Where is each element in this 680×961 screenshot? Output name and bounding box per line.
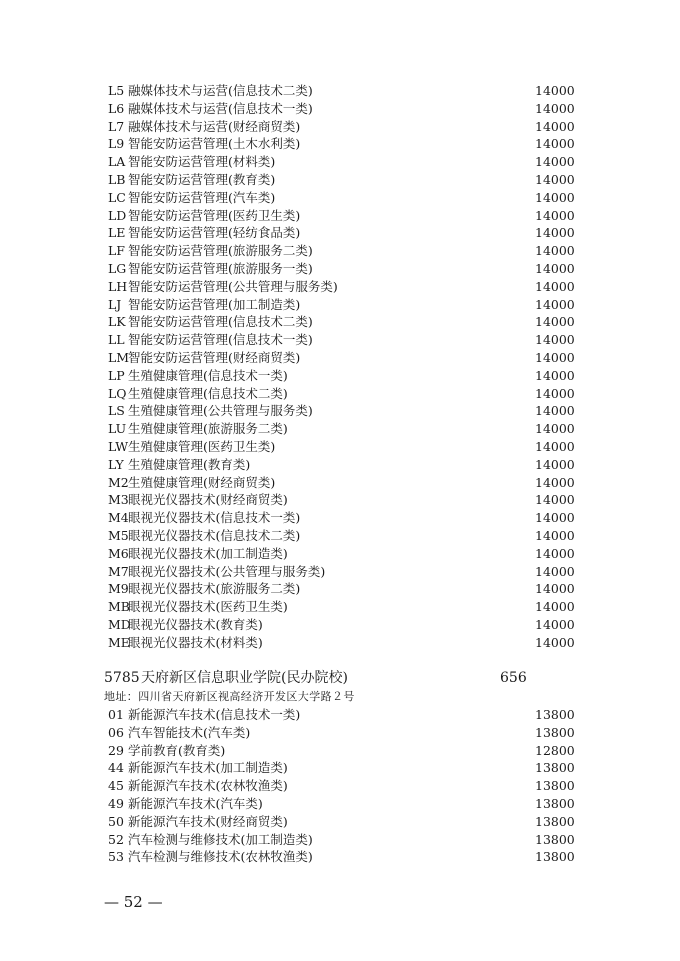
program-name: 眼视光仪器技术(教育类) (128, 617, 263, 632)
program-name: 眼视光仪器技术(加工制造类) (128, 545, 288, 561)
program-code: L7 (108, 118, 125, 134)
program-code: M3 (108, 492, 129, 508)
program-name: 智能安防运营管理(旅游服务一类) (128, 261, 313, 276)
program-code: LQ (108, 385, 127, 401)
tuition-fee: 14000 (535, 528, 575, 543)
tuition-fee: 13800 (535, 831, 575, 847)
program-name: 生殖健康管理(信息技术一类) (128, 367, 288, 383)
program-code: LE (108, 225, 126, 241)
program-name: 生殖健康管理(旅游服务二类) (128, 421, 288, 437)
program-code: M5 (108, 528, 129, 543)
program-name: 眼视光仪器技术(材料类) (128, 634, 263, 650)
program-name: 融媒体技术与运营(财经商贸类) (128, 118, 301, 134)
program-code: LH (108, 278, 128, 294)
program-name: 生殖健康管理(医药卫生类) (128, 439, 276, 454)
tuition-fee: 14000 (535, 456, 575, 472)
program-code: LP (108, 367, 125, 383)
program-name: 智能安防运营管理(土木水利类) (128, 136, 301, 152)
tuition-fee: 14000 (535, 421, 575, 437)
program-name: 新能源汽车技术(信息技术一类) (128, 707, 301, 722)
program-name: 智能安防运营管理(财经商贸类) (128, 350, 301, 365)
program-name: 融媒体技术与运营(信息技术二类) (128, 83, 313, 98)
program-code: ME (108, 634, 130, 650)
tuition-fee: 14000 (535, 599, 575, 615)
tuition-fee: 14000 (535, 314, 575, 330)
program-name: 智能安防运营管理(旅游服务二类) (128, 243, 313, 259)
school-total: 656 (500, 670, 527, 686)
program-name: 眼视光仪器技术(信息技术一类) (128, 510, 301, 526)
program-code: M4 (108, 510, 129, 526)
tuition-fee: 14000 (535, 243, 575, 259)
tuition-fee: 14000 (535, 332, 575, 348)
program-code: LY (108, 456, 124, 472)
program-code: L6 (108, 100, 125, 116)
program-code: LL (108, 332, 125, 348)
page-number: — 52 — (104, 893, 163, 911)
tuition-fee: 12800 (535, 742, 575, 758)
program-name: 新能源汽车技术(农林牧渔类) (128, 778, 288, 794)
program-name: 生殖健康管理(教育类) (128, 456, 251, 472)
tuition-fee: 14000 (535, 367, 575, 383)
school-address: 地址：四川省天府新区视高经济开发区大学路２号 (104, 690, 355, 703)
tuition-fee: 14000 (535, 510, 575, 526)
program-name: 眼视光仪器技术(医药卫生类) (128, 599, 288, 615)
program-name: 汽车检测与维修技术(农林牧渔类) (128, 849, 313, 865)
program-name: 学前教育(教育类) (128, 742, 226, 758)
program-code: LK (108, 314, 126, 330)
program-code: 06 (108, 724, 124, 740)
program-name: 眼视光仪器技术(信息技术二类) (128, 528, 301, 543)
program-name: 智能安防运营管理(信息技术二类) (128, 314, 313, 330)
program-name: 新能源汽车技术(汽车类) (128, 796, 263, 811)
program-name: 汽车智能技术(汽车类) (128, 724, 251, 740)
program-code: M9 (108, 581, 129, 597)
program-code: 49 (108, 796, 124, 811)
program-code: LG (108, 261, 127, 276)
program-name: 眼视光仪器技术(旅游服务二类) (128, 581, 301, 597)
program-code: LS (108, 403, 125, 419)
program-code: L9 (108, 136, 125, 152)
program-name: 生殖健康管理(公共管理与服务类) (128, 403, 313, 419)
program-name: 眼视光仪器技术(财经商贸类) (128, 492, 288, 508)
program-name: 智能安防运营管理(信息技术一类) (128, 332, 313, 348)
tuition-fee: 13800 (535, 813, 575, 829)
tuition-fee: 13800 (535, 796, 575, 811)
tuition-fee: 13800 (535, 849, 575, 865)
school-name: 天府新区信息职业学院(民办院校) (141, 670, 348, 686)
program-code: 01 (108, 707, 124, 722)
tuition-fee: 14000 (535, 136, 575, 152)
program-code: MD (108, 617, 131, 632)
tuition-fee: 13800 (535, 760, 575, 776)
tuition-fee: 13800 (535, 707, 575, 722)
tuition-fee: 13800 (535, 778, 575, 794)
tuition-fee: 14000 (535, 634, 575, 650)
tuition-fee: 14000 (535, 439, 575, 454)
program-code: 50 (108, 813, 124, 829)
school-header (0, 668, 680, 688)
program-code: M6 (108, 545, 129, 561)
program-code: M2 (108, 474, 129, 490)
tuition-fee: 14000 (535, 350, 575, 365)
program-code: 29 (108, 742, 124, 758)
tuition-fee: 14000 (535, 261, 575, 276)
program-code: LC (108, 189, 126, 205)
program-code: LU (108, 421, 127, 437)
program-name: 生殖健康管理(财经商贸类) (128, 474, 276, 490)
program-name: 智能安防运营管理(医药卫生类) (128, 207, 301, 223)
program-code: LB (108, 172, 126, 187)
tuition-fee: 14000 (535, 563, 575, 579)
program-code: 52 (108, 831, 124, 847)
school-code: 5785 (104, 670, 140, 686)
program-name: 智能安防运营管理(教育类) (128, 172, 276, 187)
tuition-fee: 14000 (535, 100, 575, 116)
program-name: 智能安防运营管理(汽车类) (128, 189, 276, 205)
tuition-fee: 14000 (535, 172, 575, 187)
program-code: LJ (108, 296, 122, 312)
tuition-fee: 14000 (535, 207, 575, 223)
program-name: 眼视光仪器技术(公共管理与服务类) (128, 563, 326, 579)
program-name: 智能安防运营管理(加工制造类) (128, 296, 301, 312)
tuition-fee: 14000 (535, 581, 575, 597)
program-code: LW (108, 439, 129, 454)
tuition-fee: 13800 (535, 724, 575, 740)
program-name: 新能源汽车技术(加工制造类) (128, 760, 288, 776)
tuition-fee: 14000 (535, 189, 575, 205)
tuition-fee: 14000 (535, 617, 575, 632)
program-name: 融媒体技术与运营(信息技术一类) (128, 100, 313, 116)
tuition-fee: 14000 (535, 403, 575, 419)
program-code: L5 (108, 83, 125, 98)
program-code: 44 (108, 760, 124, 776)
tuition-fee: 14000 (535, 474, 575, 490)
program-name: 汽车检测与维修技术(加工制造类) (128, 831, 313, 847)
tuition-fee: 14000 (535, 83, 575, 98)
tuition-fee: 14000 (535, 385, 575, 401)
program-name: 智能安防运营管理(轻纺食品类) (128, 225, 301, 241)
tuition-fee: 14000 (535, 278, 575, 294)
program-name: 智能安防运营管理(公共管理与服务类) (128, 278, 338, 294)
program-name: 新能源汽车技术(财经商贸类) (128, 813, 288, 829)
tuition-fee: 14000 (535, 545, 575, 561)
tuition-fee: 14000 (535, 118, 575, 134)
program-code: 53 (108, 849, 124, 865)
program-name: 生殖健康管理(信息技术二类) (128, 385, 288, 401)
tuition-fee: 14000 (535, 296, 575, 312)
tuition-fee: 14000 (535, 225, 575, 241)
program-code: M7 (108, 563, 129, 579)
tuition-fee: 14000 (535, 154, 575, 170)
program-code: LF (108, 243, 125, 259)
program-code: LA (108, 154, 126, 170)
program-code: MB (108, 599, 130, 615)
program-name: 智能安防运营管理(材料类) (128, 154, 276, 170)
program-code: 45 (108, 778, 124, 794)
program-code: LD (108, 207, 127, 223)
tuition-fee: 14000 (535, 492, 575, 508)
program-code: LM (108, 350, 130, 365)
